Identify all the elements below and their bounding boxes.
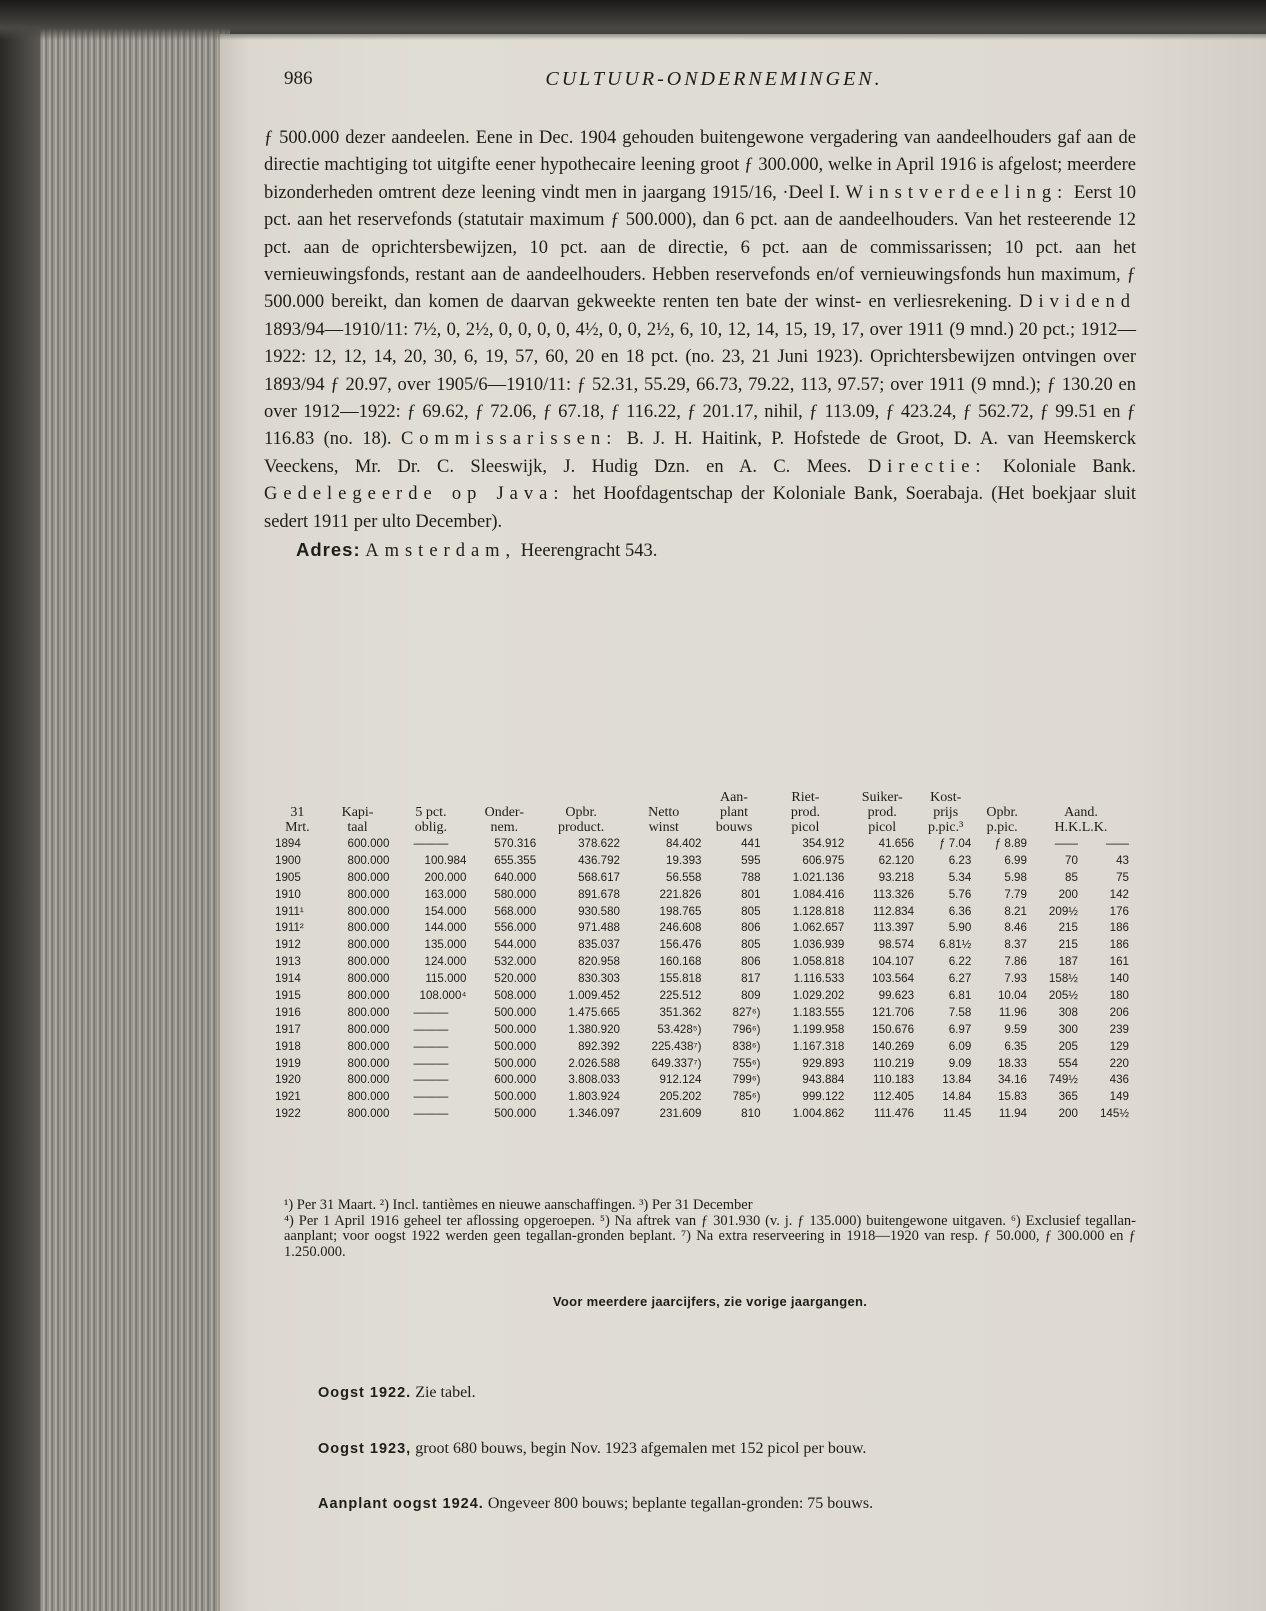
table-cell: 500.000	[494, 1022, 537, 1036]
table-cell: 110.219	[873, 1056, 915, 1070]
table-cell: 788	[741, 870, 761, 884]
table-cell: 1918	[275, 1039, 301, 1053]
table-cell: 606.975	[802, 853, 845, 867]
table-cell: ———	[413, 1005, 449, 1019]
table-row	[272, 953, 1132, 970]
table-cell: 532.000	[494, 955, 537, 969]
table-cell: 112.834	[873, 904, 915, 918]
column-header: Aand. H.K.L.K.	[1054, 805, 1108, 835]
table-cell: 142	[1109, 887, 1129, 901]
table-cell: 580.000	[494, 887, 537, 901]
table-cell: 796⁶)	[732, 1022, 761, 1036]
table-cell: 500.000	[494, 1056, 537, 1070]
table-cell: 500.000	[494, 1107, 537, 1121]
table-cell: 205½	[1048, 988, 1078, 1002]
table-cell: 5.90	[948, 921, 972, 935]
table-cell: 568.000	[494, 904, 537, 918]
table-cell: 554	[1058, 1056, 1078, 1070]
table-cell: 6.27	[948, 972, 972, 986]
table-cell: 749½	[1048, 1073, 1078, 1087]
commissarissen-label: Commissarissen:	[400, 429, 618, 450]
table-cell: ———	[413, 1056, 449, 1070]
table-cell: 5.76	[948, 887, 972, 901]
table-cell: 835.037	[578, 938, 620, 952]
table-cell: 225.512	[659, 988, 702, 1002]
table-cell: 43	[1116, 853, 1129, 867]
table-cell: 8.37	[1004, 938, 1027, 952]
table-cell: 154.000	[424, 904, 467, 918]
table-cell: 6.23	[948, 853, 972, 867]
table-cell: 827⁶)	[732, 1005, 761, 1019]
table-cell: 1911¹	[275, 904, 304, 918]
table-cell: 176	[1109, 904, 1129, 918]
table-cell: 1.803.924	[568, 1090, 620, 1104]
table-cell: 1.009.452	[568, 988, 620, 1002]
section-label: Aanplant oogst 1924.	[318, 1496, 484, 1512]
table-cell: 5.34	[948, 870, 972, 884]
table-cell: 8.21	[1004, 904, 1027, 918]
table-cell: 1915	[275, 988, 301, 1002]
table-cell: 800.000	[347, 988, 390, 1002]
section-text: Ongeveer 800 bouws; beplante tegallan-gronden: 75 bouws.	[483, 1495, 874, 1512]
section-aanplant-1924	[318, 1495, 1138, 1513]
table-cell: 113.326	[873, 887, 915, 901]
table-cell: 155.818	[659, 972, 702, 986]
footnotes	[284, 1198, 1136, 1260]
table-cell: 930.580	[578, 904, 620, 918]
table-cell: 801	[741, 887, 761, 901]
table-cell: 1916	[275, 1005, 301, 1019]
table-cell: 600.000	[347, 836, 390, 850]
column-header: Suiker- prod. picol	[861, 790, 903, 835]
table-cell: 500.000	[494, 1005, 537, 1019]
table-cell: 206	[1109, 1005, 1129, 1019]
column-header: Kapi- taal	[341, 805, 374, 835]
table-cell: 14.84	[942, 1090, 972, 1104]
table-cell: 809	[741, 988, 761, 1002]
table-cell: 595	[741, 853, 761, 867]
column-header: 5 pct. oblig.	[414, 805, 448, 835]
table-cell: 1.167.318	[792, 1039, 845, 1053]
table-cell: 570.316	[494, 836, 537, 850]
table-cell: 800.000	[347, 1039, 390, 1053]
table-cell: 156.476	[659, 938, 702, 952]
table-row	[272, 852, 1132, 869]
column-header: Riet- prod. picol	[790, 790, 820, 835]
table-cell: 56.558	[666, 870, 702, 884]
table-cell: 209½	[1048, 904, 1078, 918]
page-number: 986	[284, 68, 313, 89]
table-row	[272, 919, 1132, 936]
winstverdeeling-label: Winstverdeeling:	[845, 182, 1069, 203]
section-oogst-1923	[318, 1440, 1138, 1458]
table-row	[272, 1088, 1132, 1105]
company-paragraph: ƒ 500.000 dezer aandeelen. Eene in Dec. 1904 gehouden buitengewone vergadering van aandeelhouders gaf aan de directie machtiging tot uitgifte eener hypothecaire leening groot ƒ 300.000, welke in April 1916 is afgelost; meerdere bizonderheden omtrent deze leening vindt men in jaargang 1915/16, ·Deel I. Winstverdeeling: Eerst 10 pct. aan het reservefonds (statutair maximum ƒ 500.000), dan 6 pct. aan de aandeelhouders. Van het resteerende 12 pct. aan de oprichtersbewijzen, 10 pct. aan de directie, 6 pct. aan de commissarissen; 10 pct. aan het vernieuwingsfonds, restant aan de aandeelhouders. Hebben reservefonds en/of vernieuwingsfonds hun maximum, ƒ 500.000 bereikt, dan komen de daarvan gekweekte renten ten bate der winst- en verliesrekening. Dividend 1893/94—1910/11: 7½, 0, 2½, 0, 0, 0, 0, 4½, 0, 0, 2½, 6, 10, 12, 14, 15, 19, 17, over 1911 (9 mnd.) 20 pct.; 1912—1922: 12, 12, 14, 20, 30, 6, 19, 57, 60, 20 en 18 pct. (no. 23, 21 Juni 1923). Oprichtersbewijzen ontvingen over 1893/94 ƒ 20.97, over 1905/6—1910/11: ƒ 52.31, 55.29, 66.73, 79.22, 113, 97.57; over 1911 (9 mnd.); ƒ 130.20 en over 1912—1922: ƒ 69.62, ƒ 72.06, ƒ 67.18, ƒ 116.22, ƒ 201.17, nihil, ƒ 113.09, ƒ 423.24, ƒ 562.72, ƒ 99.51 en ƒ 116.83 (no. 18). Commissarissen: B. J. H. Haitink, P. Hofstede de Groot, D. A. van Heemskerck Veeckens, Mr. Dr. C. Sleeswijk, J. Hudig Dzn. en A. C. Mees. Directie: Koloniale Bank. Gedelegeerde op Java: het Hoofdagentschap der Koloniale Bank, Soerabaja. (Het boekjaar sluit sedert 1911 per ulto December).	[264, 128, 1137, 532]
table-cell: 140.269	[872, 1039, 915, 1053]
table-cell: 800.000	[347, 938, 390, 952]
table-cell: 8.46	[1004, 921, 1027, 935]
table-cell: 800.000	[347, 1073, 390, 1087]
table-row	[272, 987, 1132, 1004]
table-cell: 2.026.588	[568, 1056, 620, 1070]
table-cell: 85	[1065, 870, 1078, 884]
table-cell: 99.623	[878, 988, 915, 1002]
table-cell: 198.765	[659, 904, 702, 918]
table-cell: 800.000	[347, 1056, 390, 1070]
table-cell: ƒ 8.89	[994, 836, 1027, 850]
table-cell: 800.000	[347, 887, 390, 901]
table-cell: 1.058.818	[792, 955, 845, 969]
table-cell: 11.96	[998, 1005, 1027, 1019]
table-cell: 800.000	[347, 972, 390, 986]
table-cell: 200	[1058, 1107, 1078, 1121]
table-cell: 820.958	[578, 955, 620, 969]
table-cell: 221.826	[659, 887, 702, 901]
table-row	[272, 1055, 1132, 1072]
column-header: Onder- nem.	[484, 805, 524, 835]
table-cell: 308	[1058, 1005, 1078, 1019]
gedelegeerde-label: Gedelegeerde op Java:	[264, 484, 565, 505]
table-cell: 161	[1109, 955, 1129, 969]
table-row	[272, 1004, 1132, 1021]
table-cell: 800.000	[347, 853, 390, 867]
table-cell: 11.45	[943, 1107, 972, 1121]
table-cell: ———	[413, 1107, 449, 1121]
table-cell: 18.33	[997, 1056, 1027, 1070]
table-cell: 817	[741, 972, 761, 986]
footnote-rest: ⁴) Per 1 April 1916 geheel ter aflossing opgeroepen. ⁵) Na aftrek van ƒ 301.930 (v. j. ƒ 135.000) buitengewone uitgaven. ⁶) Exclusief tegallan-aanplant; voor oogst 1922 werden geen tegallan-gronden beplant. ⁷) Na extra reserveering in 1918—1920 van resp. ƒ 50.000, ƒ 300.000 en ƒ 1.250.000.	[284, 1212, 1136, 1260]
table-cell: 1910	[275, 887, 301, 901]
table-cell: 929.893	[802, 1056, 845, 1070]
table-cell: 1.128.818	[792, 904, 845, 918]
scan-top-shadow	[0, 0, 1266, 40]
table-cell: 800.000	[347, 1022, 390, 1036]
table-cell: 1913	[275, 955, 301, 969]
table-cell: 220	[1109, 1056, 1129, 1070]
table-cell: 115.000	[425, 972, 467, 986]
table-header-row	[272, 790, 1132, 835]
table-cell: 11.94	[998, 1107, 1027, 1121]
table-cell: 200.000	[424, 870, 467, 884]
table-cell: ———	[413, 1090, 449, 1104]
table-cell: 556.000	[494, 921, 537, 935]
table-cell: 1922	[275, 1107, 301, 1121]
table-cell: 135.000	[424, 938, 467, 952]
address-label: Adres:	[296, 539, 361, 561]
column-header: Kost- prijs p.pic.³	[928, 790, 964, 835]
table-cell: 378.622	[578, 836, 620, 850]
table-cell: 1.346.097	[568, 1107, 620, 1121]
column-header: 31 Mrt.	[285, 805, 310, 835]
table-cell: 1.004.862	[792, 1107, 845, 1121]
table-cell: 1919	[275, 1056, 301, 1070]
table-cell: ———	[413, 836, 449, 850]
table-row	[272, 903, 1132, 920]
table-cell: 108.000⁴	[419, 988, 467, 1002]
table-cell: 225.438⁷)	[651, 1039, 702, 1053]
table-cell: 113.397	[873, 921, 915, 935]
table-cell: 13.84	[942, 1073, 972, 1087]
table-cell: 110.183	[873, 1073, 915, 1087]
book-spine-shadow	[0, 0, 40, 1611]
table-cell: 158½	[1048, 972, 1078, 986]
table-cell: 112.405	[873, 1090, 915, 1104]
table-cell: 800.000	[347, 921, 390, 935]
table-cell: 160.168	[659, 955, 702, 969]
table-cell: 6.09	[948, 1039, 972, 1053]
table-cell: 187	[1058, 955, 1078, 969]
table-cell: 999.122	[802, 1090, 845, 1104]
table-cell: 1921	[275, 1090, 301, 1104]
column-header: Opbr. p.pic.	[986, 805, 1018, 835]
table-cell: 1.380.920	[568, 1022, 620, 1036]
table-cell: 84.402	[666, 836, 702, 850]
table-cell: ———	[413, 1039, 449, 1053]
section-label: Oogst 1923,	[318, 1441, 412, 1457]
address-street: Heerengracht 543.	[516, 541, 658, 562]
table-cell: 1.062.657	[792, 921, 845, 935]
table-cell: 9.59	[1004, 1022, 1027, 1036]
table-cell: 1917	[275, 1022, 301, 1036]
table-cell: 830.303	[578, 972, 620, 986]
table-cell: 600.000	[494, 1073, 537, 1087]
table-cell: 7.79	[1004, 887, 1027, 901]
table-cell: 3.808.033	[568, 1073, 620, 1087]
table-cell: 805	[741, 904, 761, 918]
table-cell: 943.884	[802, 1073, 845, 1087]
table-cell: 1905	[275, 870, 301, 884]
table-cell: 1.029.202	[792, 988, 845, 1002]
table-cell: 53.428⁵)	[657, 1022, 702, 1036]
table-cell: 93.218	[878, 870, 915, 884]
table-row	[272, 835, 1132, 852]
table-cell: 800.000	[347, 1090, 390, 1104]
table-cell: 215	[1058, 938, 1078, 952]
table-cell: 145½	[1099, 1107, 1129, 1121]
table-cell: 205.202	[659, 1090, 702, 1104]
table-row	[272, 1021, 1132, 1038]
table-cell: 19.393	[666, 853, 702, 867]
table-cell: 6.99	[1004, 853, 1027, 867]
table-row	[272, 1038, 1132, 1055]
column-header: Opbr. product.	[557, 805, 605, 835]
table-cell: ——	[1105, 836, 1129, 850]
table-cell: 200	[1058, 887, 1078, 901]
table-cell: 70	[1065, 853, 1078, 867]
table-cell: 441	[741, 836, 761, 850]
table-cell: 805	[741, 938, 761, 952]
table-cell: ———	[413, 1022, 449, 1036]
main-text	[264, 125, 1136, 566]
table-cell: 124.000	[424, 955, 467, 969]
section-oogst-1922	[318, 1384, 1138, 1402]
table-cell: 810	[741, 1107, 761, 1121]
table-cell: 436.792	[578, 853, 620, 867]
table-cell: 800.000	[347, 955, 390, 969]
table-row	[272, 1071, 1132, 1088]
table-cell: 785⁶)	[732, 1090, 761, 1104]
table-cell: 6.36	[948, 904, 972, 918]
table-cell: 104.107	[872, 955, 915, 969]
table-cell: 75	[1116, 870, 1129, 884]
table-cell: 806	[741, 955, 761, 969]
section-label: Oogst 1922.	[318, 1385, 412, 1401]
table-cell: 544.000	[494, 938, 537, 952]
table-cell: 6.97	[948, 1022, 972, 1036]
table-cell: 149	[1109, 1090, 1129, 1104]
annual-figures-table	[272, 790, 1132, 1122]
table-cell: 800.000	[347, 904, 390, 918]
table-cell: 9.09	[948, 1056, 972, 1070]
table-cell: 6.22	[948, 955, 972, 969]
table-cell: 799⁶)	[732, 1073, 761, 1087]
dividend-label: Dividend	[1019, 292, 1136, 313]
table-cell: 186	[1109, 938, 1129, 952]
table-cell: 655.355	[494, 853, 537, 867]
page-header	[284, 68, 1144, 102]
table-cell: 1914	[275, 972, 301, 986]
table-cell: 800.000	[347, 870, 390, 884]
table-cell: 1.036.939	[792, 938, 845, 952]
table-cell: 239	[1109, 1022, 1129, 1036]
table-cell: 1912	[275, 938, 301, 952]
table-cell: 838⁶)	[732, 1039, 761, 1053]
table-cell: 6.81	[948, 988, 972, 1002]
table-cell: 6.81½	[939, 938, 972, 952]
table-row	[272, 886, 1132, 903]
table-cell: 103.564	[872, 972, 915, 986]
table-cell: 7.93	[1004, 972, 1027, 986]
section-text: Zie tabel.	[411, 1384, 476, 1401]
table-cell: 5.98	[1004, 870, 1027, 884]
table-cell: 351.362	[659, 1005, 702, 1019]
table-cell: 231.609	[659, 1107, 702, 1121]
table-cell: 150.676	[872, 1022, 915, 1036]
table-cell: 520.000	[494, 972, 537, 986]
table-row	[272, 1105, 1132, 1122]
table-cell: ƒ 7.04	[939, 836, 972, 850]
table-cell: ———	[413, 1073, 449, 1087]
table-cell: 7.58	[948, 1005, 972, 1019]
table-cell: 500.000	[494, 1039, 537, 1053]
table-cell: 1900	[275, 853, 301, 867]
table-row	[272, 970, 1132, 987]
table-cell: 1.021.136	[792, 870, 845, 884]
table-cell: 800.000	[347, 1107, 390, 1121]
more-figures-note: Voor meerdere jaarcijfers, zie vorige jaargangen.	[552, 1294, 868, 1309]
table-cell: 100.984	[424, 853, 467, 867]
table-cell: 140	[1109, 972, 1129, 986]
table-cell: 163.000	[424, 887, 467, 901]
table-cell: 15.83	[997, 1090, 1027, 1104]
table-cell: 144.000	[424, 921, 467, 935]
table-cell: 500.000	[494, 1090, 537, 1104]
table-cell: 62.120	[878, 853, 915, 867]
table-cell: ——	[1054, 836, 1078, 850]
table-cell: 1894	[275, 836, 301, 850]
table-cell: 971.488	[578, 921, 620, 935]
table-cell: 186	[1109, 921, 1129, 935]
footnote-line-1: ¹) Per 31 Maart. ²) Incl. tantièmes en nieuwe aanschaffingen. ³) Per 31 December	[284, 1197, 753, 1213]
table-row	[272, 936, 1132, 953]
table-cell: 912.124	[659, 1073, 702, 1087]
address-line	[264, 536, 1136, 565]
column-header: Netto winst	[648, 805, 680, 835]
table-row	[272, 869, 1132, 886]
table-cell: 180	[1109, 988, 1129, 1002]
table-cell: 649.337⁷)	[651, 1056, 702, 1070]
table-cell: 508.000	[494, 988, 537, 1002]
table-cell: 806	[741, 921, 761, 935]
table-cell: 7.86	[1004, 955, 1027, 969]
table-cell: 41.656	[878, 836, 915, 850]
table-cell: 892.392	[578, 1039, 620, 1053]
table-cell: 1920	[275, 1073, 301, 1087]
table-cell: 1.199.958	[792, 1022, 845, 1036]
table-cell: 568.617	[578, 870, 620, 884]
table-cell: 755⁶)	[732, 1056, 761, 1070]
table-cell: 1.475.665	[568, 1005, 620, 1019]
table-cell: 640.000	[494, 870, 537, 884]
directie-label: Directie:	[867, 456, 987, 477]
table-cell: 215	[1058, 921, 1078, 935]
table-cell: 121.706	[872, 1005, 915, 1019]
table-cell: 1.116.533	[793, 972, 845, 986]
column-header: Aan- plant bouws	[715, 790, 753, 835]
address-city: Amsterdam,	[365, 541, 517, 562]
running-title: CULTUUR-ONDERNEMINGEN.	[545, 68, 883, 90]
table-cell: 10.04	[997, 988, 1027, 1002]
table-cell: 129	[1109, 1039, 1129, 1053]
table-cell: 800.000	[347, 1005, 390, 1019]
table-cell: 1911²	[275, 921, 304, 935]
table-cell: 98.574	[878, 938, 915, 952]
table-cell: 1.183.555	[792, 1005, 845, 1019]
table-cell: 300	[1058, 1022, 1078, 1036]
table-cell: 111.476	[873, 1107, 915, 1121]
table-cell: 436	[1109, 1073, 1129, 1087]
table-cell: 354.912	[802, 836, 845, 850]
table-cell: 205	[1058, 1039, 1078, 1053]
table-cell: 1.084.416	[792, 887, 845, 901]
table-cell: 365	[1058, 1090, 1078, 1104]
table-cell: 891.678	[578, 887, 620, 901]
table-body	[272, 835, 1132, 1122]
table-cell: 6.35	[1004, 1039, 1027, 1053]
table-cell: 34.16	[997, 1073, 1027, 1087]
table-cell: 246.608	[659, 921, 702, 935]
section-text: groot 680 bouws, begin Nov. 1923 afgemalen met 152 picol per bouw.	[411, 1440, 867, 1457]
